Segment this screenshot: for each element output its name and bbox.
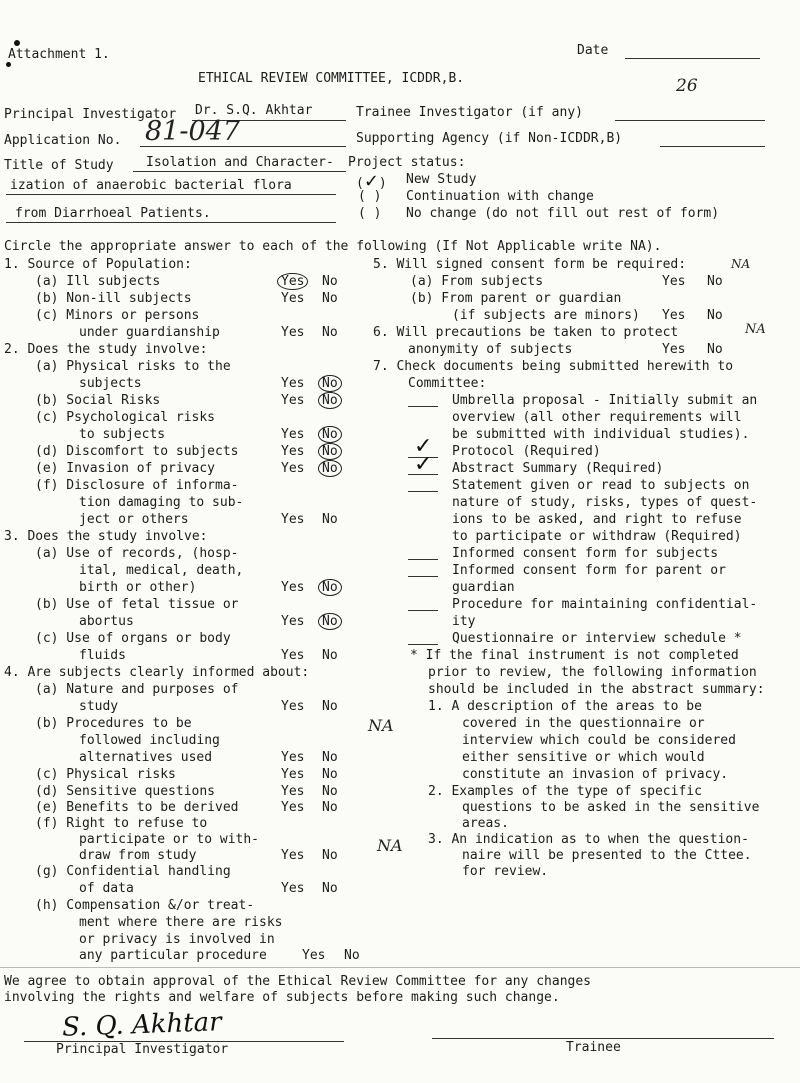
note-3b: naire will be presented to the Cttee.: [462, 848, 752, 863]
agreement-line-2: involving the rights and welfare of subjects before making such change.: [4, 990, 560, 1005]
q2d-label: (d) Discomfort to subjects: [35, 444, 239, 459]
title-line-3: from Diarrhoeal Patients.: [15, 206, 211, 221]
note-line-1: * If the final instrument is not completed: [410, 648, 739, 663]
q2c-no-circled[interactable]: No: [318, 426, 342, 443]
q3c-no[interactable]: No: [322, 648, 338, 663]
q5-na: NA: [731, 257, 751, 271]
q2e-yes[interactable]: Yes: [281, 461, 305, 476]
abstract-check-field[interactable]: [408, 474, 438, 475]
q5a-no[interactable]: No: [707, 274, 723, 289]
q7-label-2: Committee:: [408, 376, 487, 391]
note-2b: questions to be asked in the sensitive: [462, 800, 760, 815]
abstract-label: Abstract Summary (Required): [452, 461, 664, 476]
q4b-label-2: followed including: [79, 733, 220, 748]
q1c-label-2: under guardianship: [79, 325, 220, 340]
agency-label: Supporting Agency (if Non-ICDDR,B): [356, 131, 623, 146]
status-nochange-label: No change (do not fill out rest of form): [406, 206, 720, 221]
note-1b: covered in the questionnaire or: [462, 716, 705, 731]
icf-subjects-label: Informed consent form for subjects: [452, 546, 719, 561]
q4b-no[interactable]: No: [322, 750, 338, 765]
q4a-no[interactable]: No: [322, 699, 338, 714]
q6-yes[interactable]: Yes: [662, 342, 686, 357]
q1a-label: (a) Ill subjects: [35, 274, 161, 289]
q2e-no-circled[interactable]: No: [318, 460, 342, 477]
q4c-no[interactable]: No: [322, 767, 338, 782]
note-line-2: prior to review, the following information: [428, 665, 757, 680]
q1a-yes-circled[interactable]: Yes: [277, 273, 308, 290]
q2f-label-2: tion damaging to sub-: [79, 495, 244, 510]
q1c-no[interactable]: No: [322, 325, 338, 340]
q2b-label: (b) Social Risks: [35, 393, 161, 408]
q4b-label-1: (b) Procedures to be: [35, 716, 192, 731]
trainee-field[interactable]: [615, 120, 765, 121]
status-continuation-checkbox[interactable]: ( ): [358, 189, 382, 204]
q1b-label: (b) Non-ill subjects: [35, 291, 192, 306]
divider: [0, 967, 800, 968]
umbrella-check-field[interactable]: [408, 406, 438, 407]
q2c-label-2: to subjects: [79, 427, 166, 442]
q4e-yes[interactable]: Yes: [281, 800, 305, 815]
q4b-label-3: alternatives used: [79, 750, 213, 765]
q4b-yes[interactable]: Yes: [281, 750, 305, 765]
status-new-label: New Study: [406, 172, 477, 187]
app-label: Application No.: [4, 133, 122, 148]
umbrella-label-3: be submitted with individual studies).: [452, 427, 750, 442]
q4h-label-3: or privacy is involved in: [79, 932, 275, 947]
q4a-label-2: study: [79, 699, 119, 714]
note-1d: either sensitive or which would: [462, 750, 705, 765]
procedure-check-field[interactable]: [408, 610, 438, 611]
q4c-label: (c) Physical risks: [35, 767, 176, 782]
trainee-signature-label: Trainee: [566, 1040, 621, 1055]
q4f-no[interactable]: No: [322, 848, 338, 863]
q2a-no-circled[interactable]: No: [318, 375, 342, 392]
q4f-label-3: draw from study: [79, 848, 197, 863]
protocol-label: Protocol (Required): [452, 444, 601, 459]
agency-field[interactable]: [660, 146, 765, 147]
q4g-no[interactable]: No: [322, 881, 338, 896]
q5-title: 5. Will signed consent form be required:: [373, 257, 687, 272]
date-field[interactable]: [625, 58, 760, 59]
q3-title: 3. Does the study involve:: [4, 529, 208, 544]
note-1e: constitute an invasion of privacy.: [462, 767, 729, 782]
q5b-yes[interactable]: Yes: [662, 308, 686, 323]
q4g-label-2: of data: [79, 881, 134, 896]
q4f-label-2: participate or to with-: [79, 832, 260, 847]
q2a-label-2: subjects: [79, 376, 142, 391]
q2c-label-1: (c) Psychological risks: [35, 410, 216, 425]
q1b-yes[interactable]: Yes: [281, 291, 305, 306]
icf-subjects-check-field[interactable]: [408, 559, 438, 560]
umbrella-label-1: Umbrella proposal - Initially submit an: [452, 393, 758, 408]
note-3c: for review.: [462, 864, 549, 879]
pi-signature-label: Principal Investigator: [56, 1042, 229, 1057]
statement-label-4: to participate or withdraw (Required): [452, 529, 742, 544]
ink-speck: [14, 40, 20, 46]
q4c-yes[interactable]: Yes: [281, 767, 305, 782]
q4d-label: (d) Sensitive questions: [35, 784, 216, 799]
check-mark-icon: ✓: [363, 171, 379, 192]
q4-na-2: NA: [377, 836, 403, 855]
q4d-no[interactable]: No: [322, 784, 338, 799]
statement-label-3: ions to be asked, and right to refuse: [452, 512, 742, 527]
pi-label: Principal Investigator: [4, 107, 177, 122]
procedure-label-2: ity: [452, 614, 476, 629]
q1c-label-1: (c) Minors or persons: [35, 308, 200, 323]
q2f-label-1: (f) Disclosure of informa-: [35, 478, 239, 493]
app-field[interactable]: [140, 146, 346, 147]
q5b-no[interactable]: No: [707, 308, 723, 323]
ink-speck: [6, 62, 11, 67]
title-field-2[interactable]: [6, 194, 336, 195]
q2a-yes[interactable]: Yes: [281, 376, 305, 391]
q2e-label: (e) Invasion of privacy: [35, 461, 216, 476]
q1c-yes[interactable]: Yes: [281, 325, 305, 340]
icf-parent-label-1: Informed consent form for parent or: [452, 563, 726, 578]
q2d-yes[interactable]: Yes: [281, 444, 305, 459]
note-1a: 1. A description of the areas to be: [428, 699, 702, 714]
q4-title: 4. Are subjects clearly informed about:: [4, 665, 310, 680]
q4-na-1: NA: [368, 716, 394, 735]
instruction: Circle the appropriate answer to each of the following (If Not Applicable write NA).: [4, 239, 662, 254]
q2a-label-1: (a) Physical risks to the: [35, 359, 231, 374]
icf-parent-label-2: guardian: [452, 580, 515, 595]
q4h-label-4: any particular procedure: [79, 948, 267, 963]
q2f-no[interactable]: No: [322, 512, 338, 527]
q2d-no-circled[interactable]: No: [318, 443, 342, 460]
attachment-label: Attachment 1.: [8, 47, 110, 62]
q3c-yes[interactable]: Yes: [281, 648, 305, 663]
q4f-yes[interactable]: Yes: [281, 848, 305, 863]
questionnaire-check-field[interactable]: [408, 644, 438, 645]
note-1c: interview which could be considered: [462, 733, 736, 748]
q2f-yes[interactable]: Yes: [281, 512, 305, 527]
umbrella-label-2: overview (all other requirements will: [452, 410, 742, 425]
q4h-label-1: (h) Compensation &/or treat-: [35, 898, 255, 913]
q3b-label-2: abortus: [79, 614, 134, 629]
q7-label-1: 7. Check documents being submitted herewith to: [373, 359, 734, 374]
statement-label-2: nature of study, risks, types of quest-: [452, 495, 758, 510]
protocol-check-icon: ✓: [414, 434, 433, 459]
q3a-yes[interactable]: Yes: [281, 580, 305, 595]
note-2a: 2. Examples of the type of specific: [428, 784, 702, 799]
q4f-label-1: (f) Right to refuse to: [35, 816, 208, 831]
q3a-label-3: birth or other): [79, 580, 197, 595]
q2b-yes[interactable]: Yes: [281, 393, 305, 408]
q2b-no-circled[interactable]: No: [318, 392, 342, 409]
pi-value: Dr. S.Q. Akhtar: [195, 103, 313, 118]
statement-label-1: Statement given or read to subjects on: [452, 478, 750, 493]
title-line-1: Isolation and Character-: [146, 155, 334, 170]
abstract-check-icon: ✓: [414, 452, 433, 477]
q4g-yes[interactable]: Yes: [281, 881, 305, 896]
q3b-yes[interactable]: Yes: [281, 614, 305, 629]
q3c-label-1: (c) Use of organs or body: [35, 631, 231, 646]
questionnaire-label: Questionnaire or interview schedule *: [452, 631, 742, 646]
title-field-1[interactable]: [133, 171, 346, 172]
title-field-3[interactable]: [6, 222, 336, 223]
q3b-no-circled[interactable]: No: [318, 613, 342, 630]
q6-na: NA: [745, 322, 766, 337]
q3a-label-2: ital, medical, death,: [79, 563, 244, 578]
date-label: Date: [577, 43, 609, 58]
q4e-no[interactable]: No: [322, 800, 338, 815]
q3c-label-2: fluids: [79, 648, 126, 663]
statement-check-field[interactable]: [408, 491, 438, 492]
q1a-no[interactable]: No: [322, 274, 338, 289]
status-nochange-checkbox[interactable]: ( ): [358, 206, 382, 221]
note-3a: 3. An indication as to when the question-: [428, 832, 749, 847]
q4a-yes[interactable]: Yes: [281, 699, 305, 714]
q2f-label-3: ject or others: [79, 512, 189, 527]
q5a-label: (a) From subjects: [410, 274, 544, 289]
q6-label-2: anonymity of subjects: [408, 342, 573, 357]
agreement-line-1: We agree to obtain approval of the Ethical Review Committee for any changes: [4, 974, 591, 989]
q5a-yes[interactable]: Yes: [662, 274, 686, 289]
q4a-label-1: (a) Nature and purposes of: [35, 682, 239, 697]
q2-title: 2. Does the study involve:: [4, 342, 208, 357]
q3b-label-1: (b) Use of fetal tissue or: [35, 597, 239, 612]
q4e-label: (e) Benefits to be derived: [35, 800, 239, 815]
q4h-no[interactable]: No: [344, 948, 360, 963]
q4d-yes[interactable]: Yes: [281, 784, 305, 799]
q6-no[interactable]: No: [707, 342, 723, 357]
page-number: 26: [676, 76, 698, 96]
trainee-signature-line[interactable]: [432, 1038, 774, 1039]
note-2c: areas.: [462, 816, 509, 831]
procedure-label-1: Procedure for maintaining confidential-: [452, 597, 758, 612]
note-line-3: should be included in the abstract summary:: [428, 682, 765, 697]
pi-signature: S. Q. Akhtar: [61, 1007, 223, 1043]
trainee-label: Trainee Investigator (if any): [356, 105, 583, 120]
q4h-label-2: ment where there are risks: [79, 915, 283, 930]
title-label: Title of Study: [4, 158, 114, 173]
q3a-label-1: (a) Use of records, (hosp-: [35, 546, 239, 561]
q2c-yes[interactable]: Yes: [281, 427, 305, 442]
app-value: 81-047: [145, 116, 241, 147]
q5b-label-1: (b) From parent or guardian: [410, 291, 622, 306]
q6-label-1: 6. Will precautions be taken to protect: [373, 325, 679, 340]
q4h-yes[interactable]: Yes: [302, 948, 326, 963]
title-line-2: ization of anaerobic bacterial flora: [10, 178, 292, 193]
q4g-label-1: (g) Confidential handling: [35, 864, 231, 879]
status-label: Project status:: [348, 155, 466, 170]
committee-title: ETHICAL REVIEW COMMITTEE, ICDDR,B.: [198, 71, 465, 86]
status-new-checkbox[interactable]: (✓): [356, 171, 387, 192]
q3a-no-circled[interactable]: No: [318, 579, 342, 596]
q1-title: 1. Source of Population:: [4, 257, 192, 272]
icf-parent-check-field[interactable]: [408, 576, 438, 577]
status-continuation-label: Continuation with change: [406, 189, 594, 204]
q1b-no[interactable]: No: [322, 291, 338, 306]
q5b-label-2: (if subjects are minors): [452, 308, 640, 323]
